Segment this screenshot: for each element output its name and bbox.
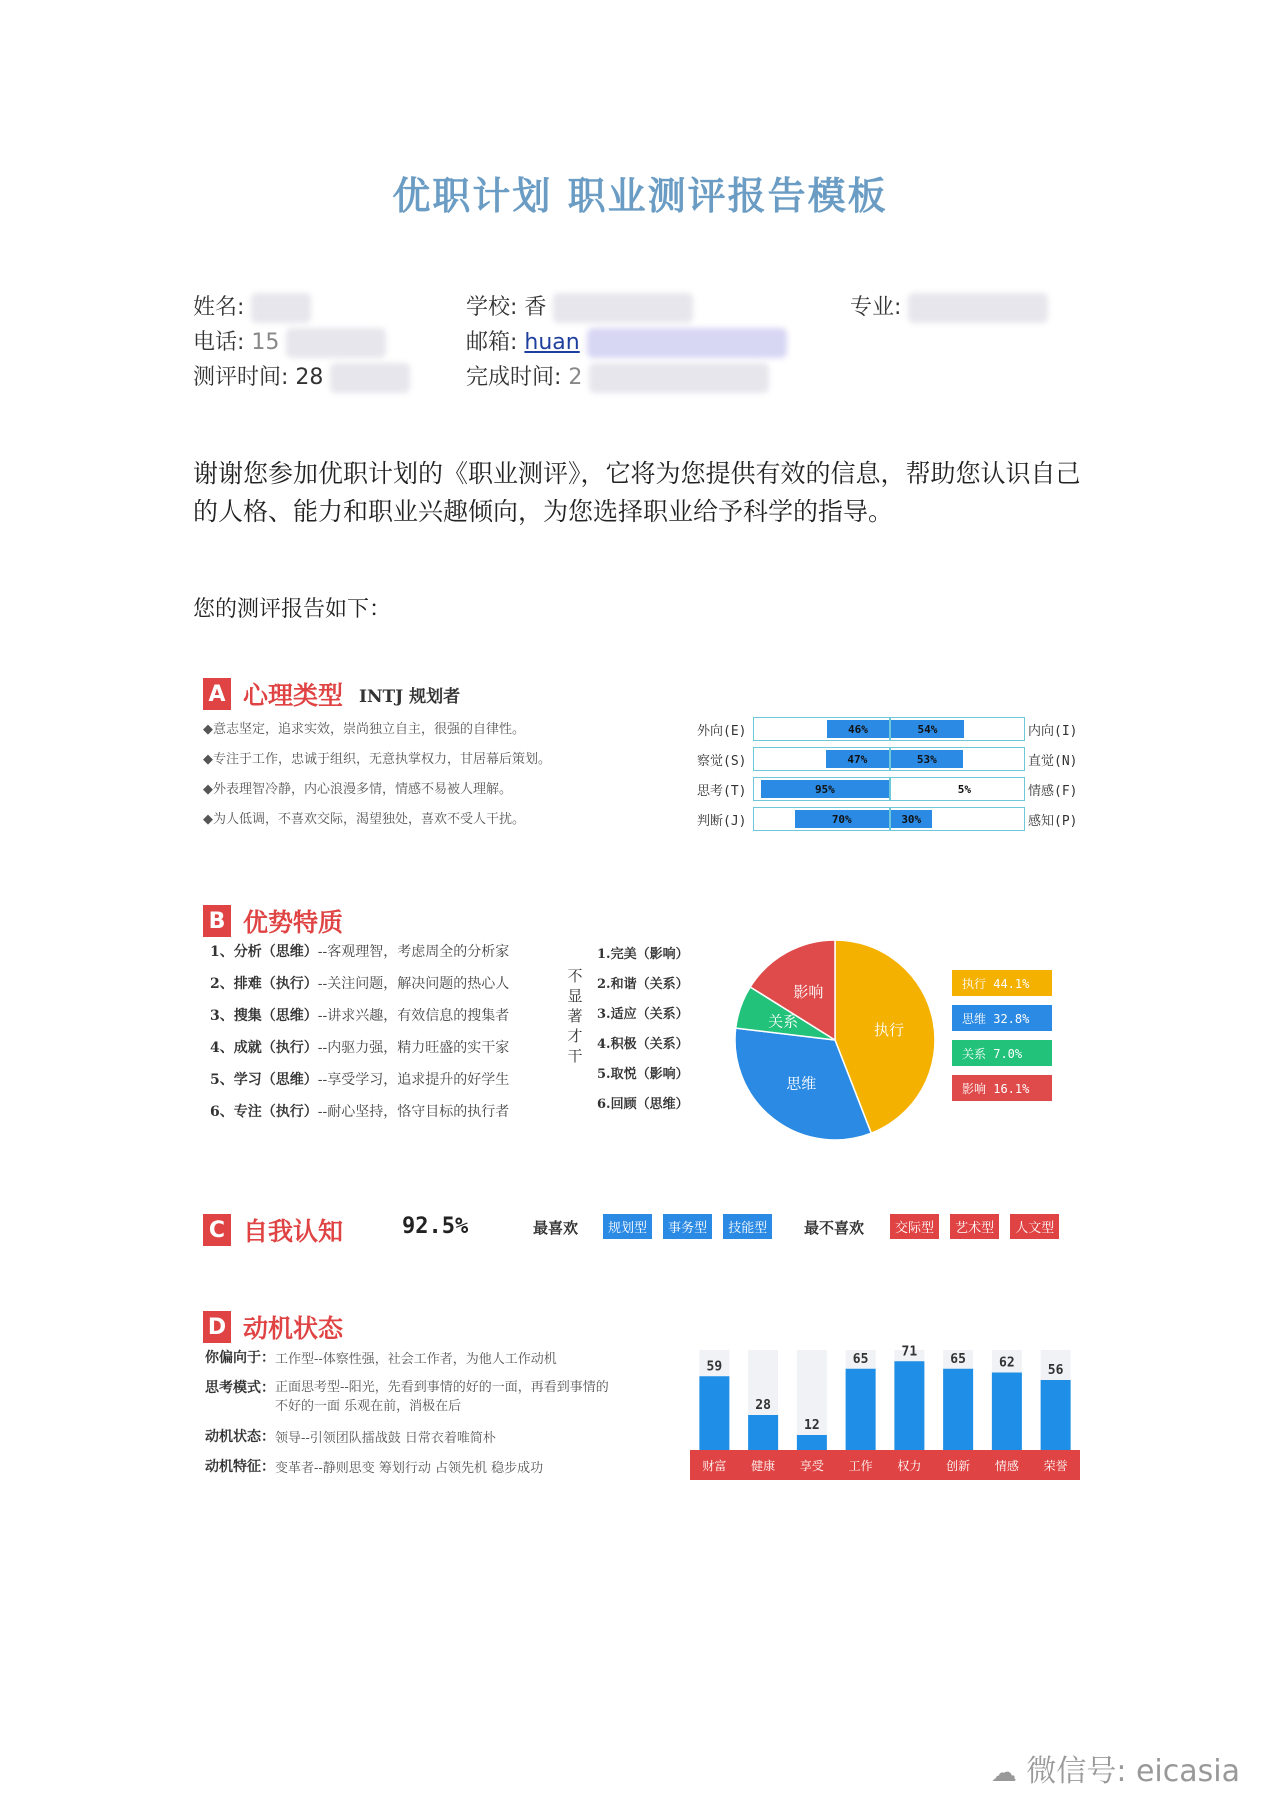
mbti-row (697, 807, 1087, 837)
mbti-left-segment: 47% (826, 750, 889, 768)
wechat-watermark (991, 1746, 1240, 1790)
like-tag: 规划型 (603, 1214, 652, 1239)
section-a-title: 心理类型 (243, 681, 344, 710)
trait-name: 学习（思维） (233, 1072, 318, 1088)
bar-label-strip (690, 1450, 1080, 1480)
name-field (193, 290, 311, 323)
bullet-item: ◆专注于工作，忠诚于组织，无意执掌权力，甘居幕后策划。 (203, 752, 551, 767)
school-label: 学校: (466, 295, 518, 320)
section-c-header (203, 1212, 343, 1248)
legend-item: 关系 7.0% (952, 1040, 1052, 1066)
mbti-right-segment: 54% (891, 720, 964, 738)
bar-0 (699, 1376, 729, 1450)
section-d-header (203, 1309, 343, 1345)
email-field (466, 325, 787, 358)
motivation-text: 正面思考型--阳光，先看到事情的好的一面，再看到事情的不好的一面 乐观在前，消极在后 (275, 1380, 609, 1414)
motivation-text: 变革者--静则思变 筹划行动 占领先机 稳步成功 (275, 1461, 544, 1476)
test-time-value: 28 (295, 365, 324, 390)
pie-label-0: 执行 (874, 1020, 905, 1039)
dislike-tag: 交际型 (890, 1214, 939, 1239)
phone-value: 15 (251, 330, 280, 355)
dislike-tags (890, 1214, 1065, 1239)
trait-name: 成就（执行） (233, 1040, 318, 1056)
email-label: 邮箱: (466, 330, 518, 355)
dislike-tag: 艺术型 (950, 1214, 999, 1239)
mbti-right-label: 直觉(N) (1028, 754, 1078, 769)
motivation-label: 动机特征： (205, 1459, 275, 1475)
test-time-redaction (330, 363, 410, 393)
mbti-left-label: 外向(E) (697, 724, 747, 739)
intro-paragraph: 谢谢您参加优职计划的《职业测评》，它将为您提供有效的信息，帮助您认识自己的人格、能力和职业兴趣倾向，为您选择职业给予科学的指导。 (193, 459, 1081, 526)
mbti-bar (753, 747, 1025, 771)
section-b-letter: B (203, 905, 231, 937)
bar-6 (992, 1373, 1022, 1451)
talent-item: 4.积极（关系） (597, 1037, 689, 1052)
dislike-tag: 人文型 (1010, 1214, 1059, 1239)
section-a-bullets (203, 718, 551, 838)
bar-value-5: 65 (950, 1351, 966, 1367)
mbti-right-label: 内向(I) (1028, 724, 1078, 739)
mbti-bar (753, 807, 1025, 831)
hidden-talents-label: 不显著才干 (567, 967, 583, 1065)
section-a-type: INTJ 规划者 (359, 686, 461, 707)
trait-desc: --客观理智，考虑周全的分析家 (317, 944, 510, 960)
mbti-row (697, 717, 1087, 747)
bar-category-5: 创新 (946, 1459, 971, 1473)
motivation-row (205, 1347, 635, 1367)
school-value: 香 (524, 295, 547, 320)
trait-item (210, 1069, 509, 1101)
bullet-item: ◆意志坚定，追求实效，崇尚独立自主，很强的自律性。 (203, 722, 525, 737)
motivation-text: 领导--引领团队擂战鼓 日常衣着唯简朴 (275, 1431, 496, 1446)
talent-item: 2.和谐（关系） (597, 977, 689, 992)
finish-time-value: 2 (568, 365, 583, 390)
pie-label-2: 关系 (768, 1012, 799, 1031)
bar-value-3: 65 (852, 1351, 869, 1367)
bar-value-1: 28 (755, 1398, 771, 1413)
trait-item (210, 941, 509, 973)
bar-7 (1041, 1380, 1071, 1450)
motivation-text: 工作型--体察性强，社会工作者，为他人工作动机 (275, 1352, 557, 1367)
bar-value-0: 59 (706, 1359, 723, 1375)
motivation-row (205, 1377, 635, 1416)
trait-name: 排难（执行） (233, 976, 318, 992)
motivation-label: 思考模式： (205, 1380, 275, 1396)
pie-label-3: 影响 (793, 982, 824, 1001)
watermark-text: 微信号: eicasia (1026, 1754, 1240, 1789)
bar-3 (846, 1369, 876, 1450)
mbti-row (697, 747, 1087, 777)
bar-category-0: 财富 (702, 1459, 727, 1473)
trait-num: 3、 (210, 1008, 234, 1024)
mbti-right-label: 感知(P) (1028, 814, 1078, 829)
bar-value-4: 71 (901, 1344, 918, 1360)
mbti-right-label: 情感(F) (1028, 784, 1078, 799)
like-label: 最喜欢 (533, 1219, 579, 1237)
section-a-letter: A (203, 678, 231, 710)
school-field (466, 290, 693, 323)
mbti-left-label: 判断(J) (697, 814, 747, 829)
phone-redaction (286, 328, 386, 358)
mbti-right-segment: 5% (957, 782, 971, 796)
bar-1 (748, 1415, 778, 1450)
mbti-left-segment: 46% (827, 720, 889, 738)
trait-desc: --关注问题，解决问题的热心人 (317, 976, 510, 992)
trait-num: 6、 (210, 1104, 234, 1120)
motivation-bar-chart (690, 1340, 1080, 1485)
school-redaction (553, 293, 693, 323)
pie-label-1: 思维 (786, 1074, 817, 1093)
talent-item: 6.回顾（思维） (597, 1097, 689, 1112)
test-time-field (193, 360, 410, 393)
motivation-list (205, 1347, 635, 1476)
finish-time-redaction (589, 363, 769, 393)
bar-4 (894, 1361, 924, 1450)
name-label: 姓名: (193, 295, 245, 320)
page-title: 优职计划 职业测评报告模板 (392, 174, 888, 218)
mbti-bar (753, 717, 1025, 741)
traits-list (210, 941, 509, 1133)
bar-category-4: 权力 (897, 1459, 922, 1473)
trait-item (210, 1037, 509, 1069)
bar-5 (943, 1369, 973, 1450)
trait-num: 2、 (210, 976, 234, 992)
legend-item: 思维 32.8% (952, 1005, 1052, 1031)
mbti-left-segment: 95% (761, 780, 889, 798)
section-d-letter: D (203, 1311, 231, 1343)
section-c-letter: C (203, 1214, 231, 1246)
talent-pie-chart (725, 935, 945, 1145)
like-tags (603, 1214, 778, 1239)
section-b-title: 优势特质 (243, 908, 344, 937)
section-b-header (203, 903, 343, 939)
trait-desc: --讲求兴趣，有效信息的搜集者 (317, 1008, 510, 1024)
mbti-left-label: 察觉(S) (697, 754, 747, 769)
trait-num: 4、 (210, 1040, 234, 1056)
test-time-label: 测评时间: (193, 365, 289, 390)
section-d-title: 动机状态 (243, 1314, 344, 1343)
email-redaction (587, 328, 787, 358)
bar-category-3: 工作 (848, 1459, 873, 1473)
bar-category-1: 健康 (751, 1459, 776, 1473)
bar-value-6: 62 (999, 1355, 1015, 1371)
major-label: 专业: (850, 295, 902, 320)
trait-num: 1、 (210, 944, 234, 960)
report-subtitle: 您的测评报告如下： (193, 597, 392, 622)
trait-desc: --内驱力强，精力旺盛的实干家 (317, 1040, 510, 1056)
trait-item (210, 1101, 509, 1133)
trait-desc: --耐心坚持，恪守目标的执行者 (317, 1104, 510, 1120)
trait-name: 专注（执行） (233, 1104, 318, 1120)
phone-field (193, 325, 386, 358)
bar-category-7: 荣誉 (1043, 1459, 1068, 1473)
bar-2 (797, 1435, 827, 1450)
talent-item: 1.完美（影响） (597, 947, 689, 962)
bar-value-2: 12 (804, 1418, 820, 1433)
mbti-row (697, 777, 1087, 807)
motivation-label: 动机状态： (205, 1429, 275, 1445)
mbti-right-segment: 30% (891, 810, 932, 828)
motivation-row (205, 1456, 635, 1476)
hidden-talents-list (597, 943, 689, 1123)
legend-item: 影响 16.1% (952, 1075, 1052, 1101)
section-a-header (203, 676, 460, 712)
trait-item (210, 1005, 509, 1037)
name-redaction (251, 293, 311, 323)
trait-item (210, 973, 509, 1005)
talent-item: 3.适应（关系） (597, 1007, 689, 1022)
talent-item: 5.取悦（影响） (597, 1067, 689, 1082)
major-redaction (908, 293, 1048, 323)
bar-category-2: 享受 (799, 1459, 824, 1473)
like-tag: 事务型 (663, 1214, 712, 1239)
major-field (850, 290, 1048, 323)
bullet-item: ◆为人低调，不喜欢交际，渴望独处，喜欢不受人干扰。 (203, 812, 525, 827)
section-c-title: 自我认知 (243, 1217, 344, 1246)
like-tag: 技能型 (723, 1214, 772, 1239)
trait-num: 5、 (210, 1072, 234, 1088)
pie-legend (952, 970, 1052, 1101)
trait-name: 分析（思维） (233, 944, 318, 960)
legend-item: 执行 44.1% (952, 970, 1052, 996)
mbti-left-segment: 70% (795, 810, 890, 828)
trait-name: 搜集（思维） (233, 1008, 318, 1024)
mbti-scale (697, 717, 1087, 837)
bar-value-7: 56 (1047, 1363, 1064, 1378)
mbti-bar (753, 777, 1025, 801)
phone-label: 电话: (193, 330, 245, 355)
trait-desc: --享受学习，追求提升的好学生 (317, 1072, 510, 1088)
finish-time-label: 完成时间: (466, 365, 562, 390)
bullet-item: ◆外表理智冷静，内心浪漫多情，情感不易被人理解。 (203, 782, 512, 797)
email-value[interactable]: huan (524, 330, 580, 355)
mbti-right-segment: 53% (891, 750, 963, 768)
mbti-left-label: 思考(T) (697, 784, 747, 799)
motivation-row (205, 1426, 635, 1446)
motivation-label: 你偏向于： (205, 1350, 275, 1366)
self-awareness-score: 92.5% (402, 1214, 469, 1239)
bar-category-6: 情感 (994, 1459, 1019, 1473)
wechat-icon: ☁ (990, 1758, 1017, 1788)
finish-time-field (466, 360, 769, 393)
dislike-label: 最不喜欢 (804, 1219, 865, 1237)
